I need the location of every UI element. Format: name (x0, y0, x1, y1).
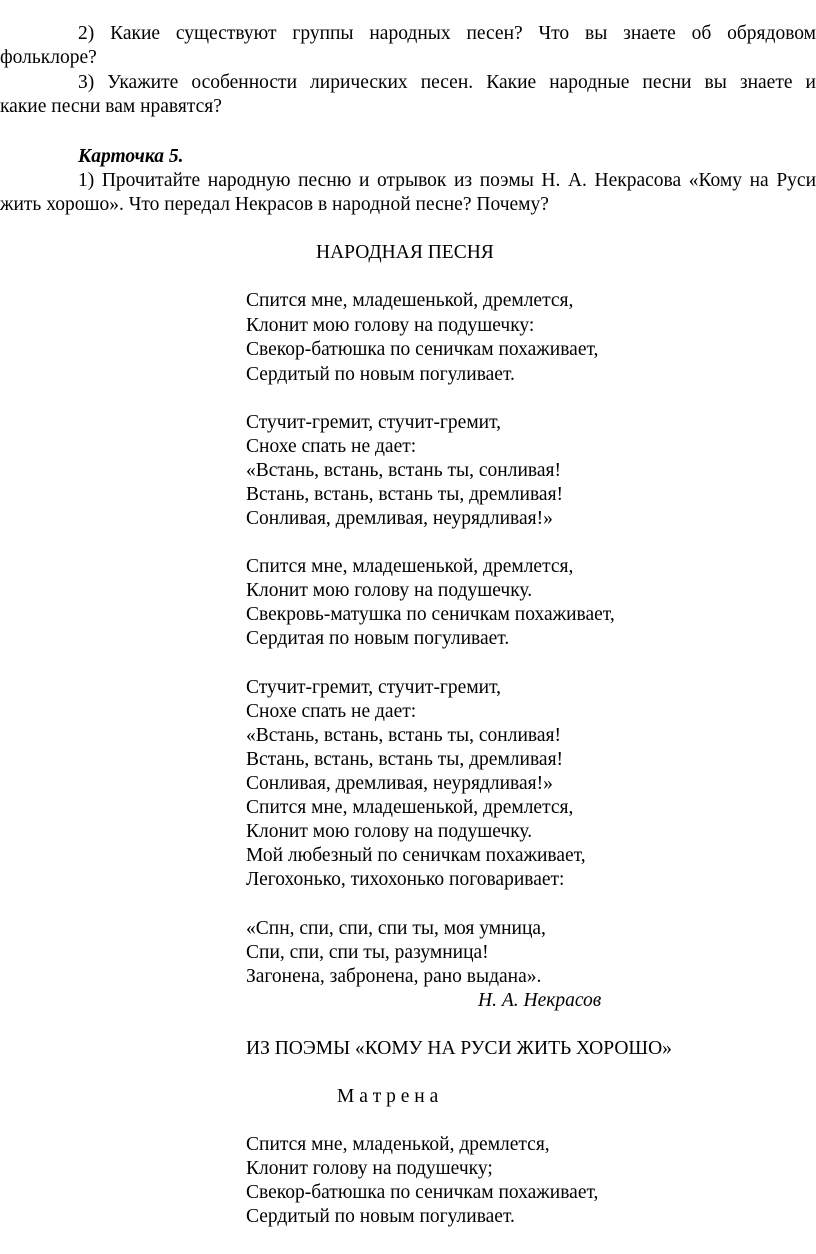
verse-line: Спится мне, младешенькой, дремлется, (246, 556, 574, 577)
verse-line: Легохонько, тихохонько поговаривает: (246, 869, 565, 890)
verse-line: Сонливая, дремливая, неурядливая!» (246, 508, 553, 529)
poem-subheading: М а т р е н а (337, 1086, 439, 1107)
verse-line: Встань, встань, встань ты, дремливая! (246, 749, 564, 770)
verse-line: Сердитый по новым погуливает. (246, 364, 515, 385)
verse-line: «Встань, встань, встань ты, сонливая! (246, 460, 561, 481)
verse-line: Клонит мою голову на подушечку: (246, 315, 535, 336)
verse-line: Встань, встань, встань ты, дремливая! (246, 484, 564, 505)
author-signature: Н. А. Некрасов (478, 990, 602, 1011)
question-2-line-1: 2) Какие существуют группы народных песен? Что вы знаете об обрядовом (78, 23, 816, 44)
verse-line: Снохе спать не дает: (246, 436, 417, 457)
card-task-line-1: 1) Прочитайте народную песню и отрывок из поэмы Н. А. Некрасова «Кому на Руси (78, 170, 816, 191)
verse-line: Свекровь-матушка по сеничкам похаживает, (246, 604, 615, 625)
verse-line: Снохе спать не дает: (246, 701, 417, 722)
folk-song-heading: НАРОДНАЯ ПЕСНЯ (316, 242, 494, 263)
verse-line: Сердитая по новым погуливает. (246, 628, 510, 649)
verse-line: Спится мне, младешенькой, дремлется, (246, 797, 574, 818)
verse-line: Стучит-гремит, стучит-гремит, (246, 412, 502, 433)
card-title: Карточка 5. (78, 146, 184, 167)
verse-line: Клонит мою голову на подушечку. (246, 580, 533, 601)
question-3-line-1: 3) Укажите особенности лирических песен. Какие народные песни вы знаете и (78, 72, 816, 93)
card-task-line-2: жить хорошо». Что передал Некрасов в народной песне? Почему? (0, 194, 549, 215)
verse-line: Свекор-батюшка по сеничкам похаживает, (246, 1182, 599, 1203)
verse-line: Клонит голову на подушечку; (246, 1158, 493, 1179)
verse-line: «Встань, встань, встань ты, сонливая! (246, 725, 561, 746)
verse-line: Клонит мою голову на подушечку. (246, 821, 533, 842)
verse-line: Мой любезный по сеничкам похаживает, (246, 845, 586, 866)
verse-line: Загонена, забронена, рано выдана». (246, 966, 542, 987)
verse-line: Спится мне, младенькой, дремлется, (246, 1134, 550, 1155)
verse-line: «Спн, спи, спи, спи ты, моя умница, (246, 918, 546, 939)
verse-line: Спится мне, младешенькой, дремлется, (246, 290, 574, 311)
verse-line: Свекор-батюшка по сеничкам похаживает, (246, 339, 599, 360)
verse-line: Стучит-гремит, стучит-гремит, (246, 677, 502, 698)
poem-heading: ИЗ ПОЭМЫ «КОМУ НА РУСИ ЖИТЬ ХОРОШО» (246, 1038, 672, 1059)
verse-line: Сердитый по новым погуливает. (246, 1206, 515, 1227)
verse-line: Спи, спи, спи ты, разумница! (246, 942, 489, 963)
question-2-line-2: фольклоре? (0, 47, 97, 68)
verse-line: Сонливая, дремливая, неурядливая!» (246, 773, 553, 794)
question-3-line-2: какие песни вам нравятся? (0, 96, 222, 117)
